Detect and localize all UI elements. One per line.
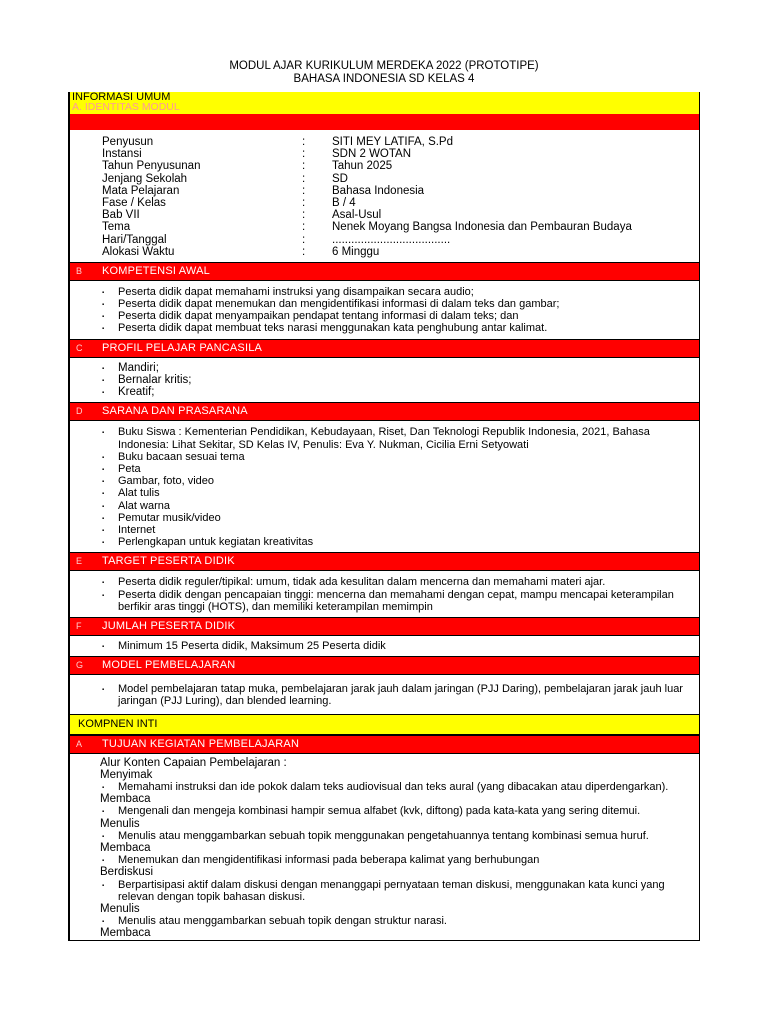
target-list xyxy=(70,576,699,613)
kompetensi-list xyxy=(70,286,699,335)
list-item: ▪ Mandiri; xyxy=(70,362,699,374)
document-title xyxy=(68,60,700,86)
identity-value: SDN 2 WOTAN xyxy=(332,148,412,161)
section-header-profil xyxy=(70,339,699,358)
identity-key: Bab VII xyxy=(102,209,140,222)
section-label: SARANA DAN PRASARANA xyxy=(102,405,248,418)
list-item: ▪ Buku Siswa : Kementerian Pendidikan, Kebudayaan, Riset, Dan Teknologi Republik Indonesia, 2021, Bahasa Indonesia: Lihat Sekitar, SD Kelas IV, Penulis: Eva Y. Nukman, Cicilia Erni Setyowati xyxy=(70,426,699,450)
tujuan-group-head: Menulis xyxy=(100,902,140,915)
identity-key: Instansi xyxy=(102,148,142,161)
identity-colon: : xyxy=(302,233,306,246)
section-label: TUJUAN KEGIATAN PEMBELAJARAN xyxy=(102,737,300,750)
list-item: ▪ Bernalar kritis; xyxy=(70,374,699,386)
identity-value: 6 Minggu xyxy=(332,245,380,258)
identity-key: Hari/Tanggal xyxy=(102,233,167,246)
section-label: JUMLAH PESERTA DIDIK xyxy=(102,619,236,632)
identity-colon: : xyxy=(302,209,306,222)
identity-key: Mata Pelajaran xyxy=(102,184,180,197)
identity-colon: : xyxy=(302,136,306,148)
list-item: ▪ Peserta didik dengan pencapaian tinggi: mencerna dan memahami dengan cepat, mampu mencapai keterampilan berfikir aras tinggi (HOTS), dan memiliki keterampilan memimpin xyxy=(70,589,699,613)
section-header-sarana xyxy=(70,402,699,421)
identity-row xyxy=(70,185,699,197)
identity-row xyxy=(70,148,699,160)
section-label: MODEL PEMBELAJARAN xyxy=(102,659,236,672)
list-item: ▪ Model pembelajaran tatap muka, pembelajaran jarak jauh dalam jaringan (PJJ Daring), pembelajaran jarak jauh luar jaringan (PJJ Luring), dan blended learning. xyxy=(70,683,699,707)
jumlah-list xyxy=(70,640,699,652)
identity-row xyxy=(70,173,699,185)
section-letter: A xyxy=(76,738,83,749)
identity-row xyxy=(70,209,699,221)
list-item: ▪ Perlengkapan untuk kegiatan kreativitas xyxy=(70,536,699,548)
sarana-list xyxy=(70,426,699,548)
tujuan-group-head: Menyimak xyxy=(100,768,153,781)
section-label: TARGET PESERTA DIDIK xyxy=(102,555,235,568)
identity-row xyxy=(70,246,699,258)
identity-key: Tahun Penyusunan xyxy=(102,160,201,173)
document-page xyxy=(68,60,700,941)
module-table xyxy=(68,92,700,941)
identity-colon: : xyxy=(302,221,306,234)
info-header-label: INFORMASI UMUM xyxy=(72,91,171,103)
list-item: ▪ Peserta didik dapat menyampaikan pendapat tentang informasi di dalam teks; dan xyxy=(70,310,699,322)
identity-colon: : xyxy=(302,196,306,209)
info-header xyxy=(70,92,699,114)
identity-key: Fase / Kelas xyxy=(102,196,166,209)
list-item: ▪ Alat warna xyxy=(70,500,699,512)
identity-colon: : xyxy=(302,160,306,173)
identity-value: Tahun 2025 xyxy=(332,160,393,173)
identity-key: Jenjang Sekolah xyxy=(102,172,188,185)
tujuan-group-list xyxy=(70,781,699,793)
section-letter: E xyxy=(76,556,83,567)
tujuan-group-head: Menulis xyxy=(100,817,140,830)
tujuan-group-head: Berdiskusi xyxy=(100,866,154,879)
list-item: ▪ Peserta didik reguler/tipikal: umum, tidak ada kesulitan dalam mencerna dan memahami materi ajar. xyxy=(70,576,699,588)
section-letter: F xyxy=(76,620,82,631)
section-header-jumlah xyxy=(70,617,699,636)
list-item: ▪ Memahami instruksi dan ide pokok dalam teks audiovisual dan teks aural (yang dibacakan atau diperdengarkan). xyxy=(70,781,699,793)
section-letter: G xyxy=(76,660,84,671)
profil-list xyxy=(70,362,699,399)
identity-key: Penyusun xyxy=(102,136,154,148)
tujuan-group-list xyxy=(70,805,699,817)
tujuan-intro: Alur Konten Capaian Pembelajaran : xyxy=(100,756,287,769)
title-line-1: MODUL AJAR KURIKULUM MERDEKA 2022 (PROTOTIPE) xyxy=(229,60,539,72)
list-item: ▪ Menulis atau menggambarkan sebuah topik dengan struktur narasi. xyxy=(70,915,699,927)
tujuan-group-list xyxy=(70,854,699,866)
identity-subheader: A. IDENTITAS MODUL xyxy=(72,101,180,113)
section-letter: B xyxy=(76,265,83,276)
identity-row xyxy=(70,136,699,148)
identity-value: SD xyxy=(332,172,348,185)
list-item: ▪ Peserta didik dapat memahami instruksi yang disampaikan secara audio; xyxy=(70,286,699,298)
section-header-kompetensi xyxy=(70,262,699,281)
identity-value: Nenek Moyang Bangsa Indonesia dan Pembauran Budaya xyxy=(332,221,632,234)
list-item: ▪ Menulis atau menggambarkan sebuah topik menggunakan pengetahuannya tentang kombinasi semua huruf. xyxy=(70,830,699,842)
identity-value: ..................................... xyxy=(332,233,451,246)
section-header-target xyxy=(70,552,699,571)
tujuan-block xyxy=(70,754,699,940)
identity-block xyxy=(70,130,699,262)
identity-colon: : xyxy=(302,245,306,258)
section-label: PROFIL PELAJAR PANCASILA xyxy=(102,341,263,354)
tujuan-group-list xyxy=(70,879,699,903)
list-item: ▪ Peta xyxy=(70,463,699,475)
section-letter: D xyxy=(76,406,83,417)
identity-value: B / 4 xyxy=(332,196,356,209)
section-header-tujuan xyxy=(70,735,699,754)
list-item: ▪ Kreatif; xyxy=(70,386,699,398)
komponen-inti-header: KOMPNEN INTI xyxy=(70,714,699,735)
list-item: ▪ Buku bacaan sesuai tema xyxy=(70,451,699,463)
list-item: ▪ Peserta didik dapat membuat teks narasi menggunakan kata penghubung antar kalimat. xyxy=(70,322,699,334)
list-item: ▪ Berpartisipasi aktif dalam diskusi dengan menanggapi pernyataan teman diskusi, menggunakan kata kunci yang relevan dengan topik bahasan diskusi. xyxy=(70,879,699,903)
list-item: ▪ Pemutar musik/video xyxy=(70,512,699,524)
identity-row xyxy=(70,197,699,209)
identity-row xyxy=(70,221,699,233)
identity-key: Tema xyxy=(102,221,131,234)
list-item: ▪ Gambar, foto, video xyxy=(70,475,699,487)
tujuan-group-head: Membaca xyxy=(100,793,151,806)
section-header-model xyxy=(70,656,699,675)
tujuan-group-list xyxy=(70,915,699,927)
identity-value: SITI MEY LATIFA, S.Pd xyxy=(332,136,454,148)
list-item: ▪ Mengenali dan mengeja kombinasi hampir semua alfabet (kvk, diftong) pada kata-kata yang sering ditemui. xyxy=(70,805,699,817)
tujuan-group-list xyxy=(70,830,699,842)
identity-key: Alokasi Waktu xyxy=(102,245,175,258)
identity-colon: : xyxy=(302,184,306,197)
section-letter: C xyxy=(76,342,83,353)
model-list xyxy=(70,683,699,707)
list-item: ▪ Peserta didik dapat menemukan dan mengidentifikasi informasi di dalam teks dan gambar; xyxy=(70,298,699,310)
identity-row xyxy=(70,234,699,246)
tujuan-group-head: Membaca xyxy=(100,841,151,854)
title-line-2: BAHASA INDONESIA SD KELAS 4 xyxy=(293,73,475,85)
identity-colon: : xyxy=(302,148,306,161)
list-item: ▪ Menemukan dan mengidentifikasi informasi pada beberapa kalimat yang berhubungan xyxy=(70,854,699,866)
list-item: ▪ Minimum 15 Peserta didik, Maksimum 25 Peserta didik xyxy=(70,640,699,652)
list-item: ▪ Internet xyxy=(70,524,699,536)
identity-colon: : xyxy=(302,172,306,185)
tujuan-tail: Membaca xyxy=(100,927,151,940)
red-divider xyxy=(70,114,699,130)
identity-value: Asal-Usul xyxy=(332,209,382,222)
section-label: KOMPETENSI AWAL xyxy=(102,264,210,277)
identity-value: Bahasa Indonesia xyxy=(332,184,425,197)
identity-row xyxy=(70,160,699,172)
list-item: ▪ Alat tulis xyxy=(70,487,699,499)
